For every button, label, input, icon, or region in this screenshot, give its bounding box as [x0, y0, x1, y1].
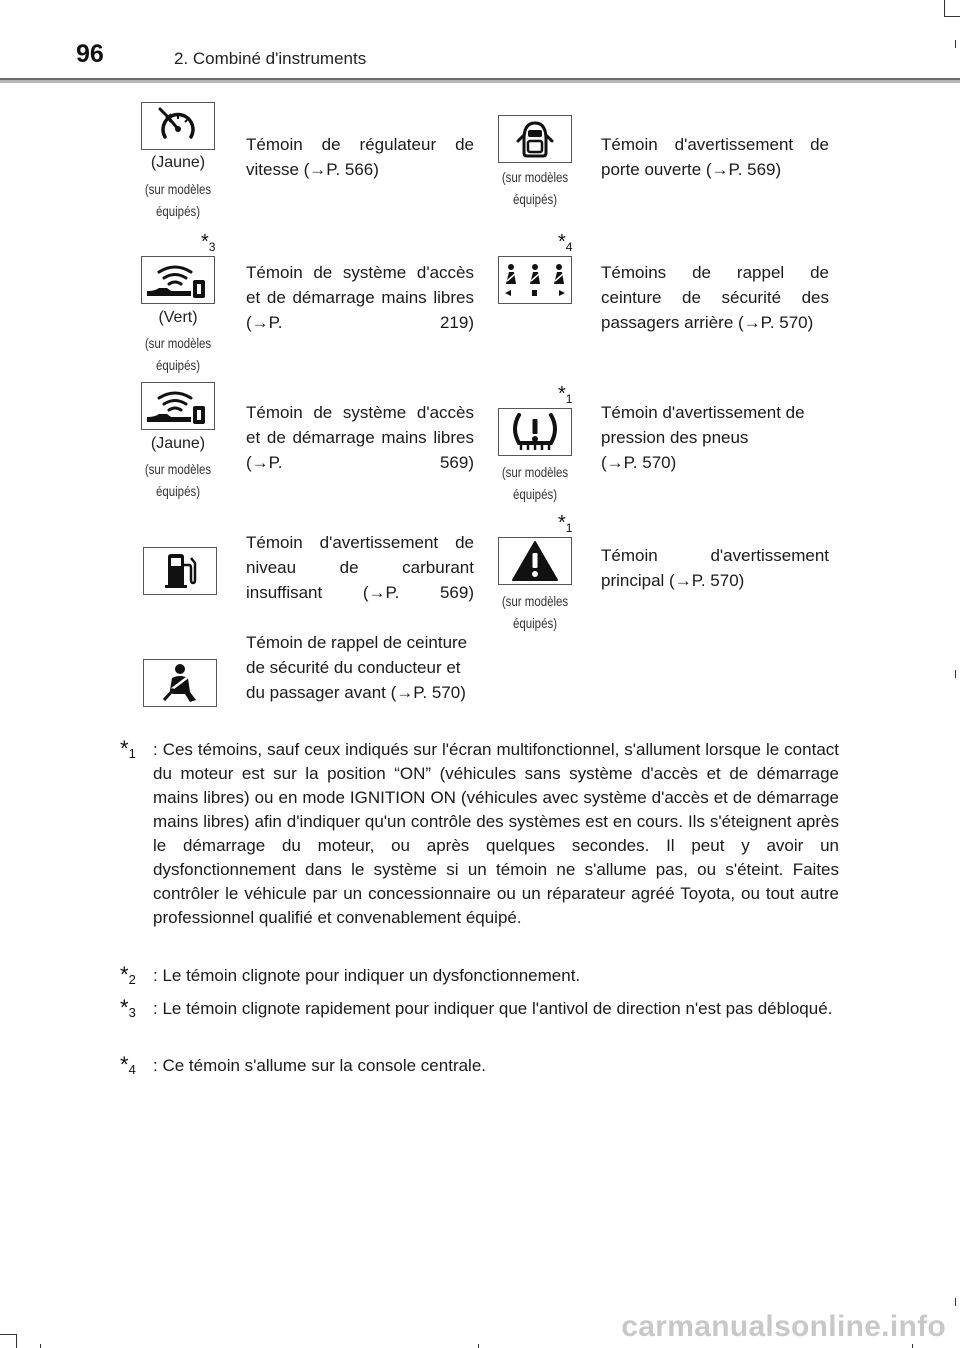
equipped-note: équipés) — [512, 191, 558, 207]
smart-key-icon — [141, 382, 215, 430]
equipped-note: (sur modèles — [144, 461, 212, 477]
tire-pressure-icon — [498, 408, 572, 456]
color-label: (Vert) — [158, 309, 198, 326]
page-number: 96 — [76, 40, 104, 68]
footnote-star: * — [201, 231, 209, 253]
crop-mark — [955, 40, 956, 48]
door-open-icon — [498, 115, 572, 163]
section-title: 2. Combiné d'instruments — [174, 49, 367, 68]
indicator-description: Témoin d'avertissement de niveau de carburant insuffisant (→P. 569) — [246, 533, 474, 602]
equipped-note: (sur modèles — [501, 593, 569, 609]
footnote-marker — [201, 232, 215, 257]
equipped-note: équipés) — [155, 483, 201, 499]
smart-key-icon — [141, 256, 215, 304]
equipped-note: équipés) — [512, 615, 558, 631]
crop-mark — [955, 670, 956, 678]
footnote-marker — [120, 738, 136, 765]
footnote-star: * — [120, 995, 129, 1020]
footnote-star: * — [558, 512, 566, 534]
indicator-description: (→P. 570) — [601, 453, 677, 472]
footnote-star: * — [120, 736, 129, 761]
cruise-control-icon — [141, 102, 215, 150]
indicator-description: Témoin d'avertissement de — [601, 403, 805, 422]
indicator-description: Témoin de système d'accès et de démarrage mains libres (→P. 219) — [246, 263, 474, 332]
footnote-star: * — [558, 231, 566, 253]
crop-mark — [955, 1298, 956, 1306]
footnote-number: 1 — [128, 746, 136, 761]
crop-mark — [40, 1344, 41, 1348]
equipped-note: équipés) — [155, 203, 201, 219]
crop-mark — [478, 1344, 479, 1348]
indicator-description: Témoin d'avertissement de porte ouverte (→P. 569) — [601, 135, 829, 179]
crop-mark — [16, 1334, 17, 1348]
equipped-note: (sur modèles — [501, 464, 569, 480]
footnote-marker — [558, 513, 572, 538]
color-label: (Jaune) — [150, 154, 206, 171]
footnote-number: 4 — [565, 240, 573, 254]
footnote-marker — [120, 964, 136, 991]
master-warning-icon — [498, 537, 572, 585]
footnote-star: * — [120, 1052, 129, 1077]
footnote-number: 1 — [565, 392, 573, 406]
footnote-marker — [558, 232, 572, 257]
crop-mark — [0, 1334, 16, 1335]
color-label: (Jaune) — [150, 435, 206, 452]
fuel-icon — [143, 547, 217, 595]
header-rule — [0, 78, 960, 83]
footnote-text: : Ces témoins, sauf ceux indiqués sur l'écran multifonctionnel, s'allument lorsque le contact du moteur est sur la position “ON” (véhicules sans système d'accès et de démarrage mains libres) ou en mode IGNITION ON (véhicules avec système d'accès et de démarrage mains libres) afin d'indiquer qu'un contrôle des systèmes est en cours. Ils s'éteignent après le démarrage du moteur, ou après quelques secondes. Il peut y avoir un dysfonctionnement dans le système si un témoin ne s'allume pas, ou s'éteint. Faites contrôler le véhicule par un concessionnaire ou un réparateur agréé Toyota, ou tout autre professionnel qualifié et convenablement équipé. — [153, 740, 839, 927]
indicator-description: Témoin de système d'accès et de démarrage mains libres (→P. 569) — [246, 403, 474, 472]
indicator-description: Témoin de rappel de ceinture de sécurité du conducteur et du passager avant (→P. 570) — [246, 633, 468, 702]
equipped-note: équipés) — [512, 486, 558, 502]
footnote-marker — [120, 1054, 136, 1081]
equipped-note: (sur modèles — [501, 169, 569, 185]
indicator-description: pression des pneus — [601, 428, 749, 447]
footnote-number: 1 — [565, 521, 573, 535]
crop-mark — [944, 16, 960, 17]
indicator-description: principal (→P. 570) — [601, 571, 745, 590]
equipped-note: (sur modèles — [144, 335, 212, 351]
rear-seatbelt-icon — [498, 256, 572, 304]
watermark: carmanualsonline.info — [621, 1310, 946, 1343]
footnote-text: : Ce témoin s'allume sur la console centrale. — [153, 1056, 487, 1075]
crop-mark — [944, 0, 945, 16]
footnote-number: 3 — [208, 240, 216, 254]
indicator-description: Témoin de régulateur de vitesse (→P. 566) — [246, 135, 474, 179]
footnote-text: : Le témoin clignote pour indiquer un dysfonctionnement. — [153, 966, 581, 985]
seatbelt-icon — [143, 659, 217, 707]
footnote-number: 2 — [128, 972, 136, 987]
footnote-marker — [558, 384, 572, 409]
indicator-description: Témoin d'avertissement — [601, 546, 829, 565]
footnote-marker — [120, 997, 136, 1024]
footnote-text: : Le témoin clignote rapidement pour indiquer que l'antivol de direction n'est pas débloqué. — [153, 999, 833, 1018]
crop-mark — [912, 1344, 913, 1348]
footnote-number: 3 — [128, 1005, 136, 1020]
indicator-description: Témoins de rappel de ceinture de sécurité des passagers arrière (→P. 570) — [601, 263, 829, 332]
equipped-note: (sur modèles — [144, 181, 212, 197]
footnote-star: * — [120, 962, 129, 987]
footnote-star: * — [558, 383, 566, 405]
footnote-number: 4 — [128, 1062, 136, 1077]
equipped-note: équipés) — [155, 357, 201, 373]
